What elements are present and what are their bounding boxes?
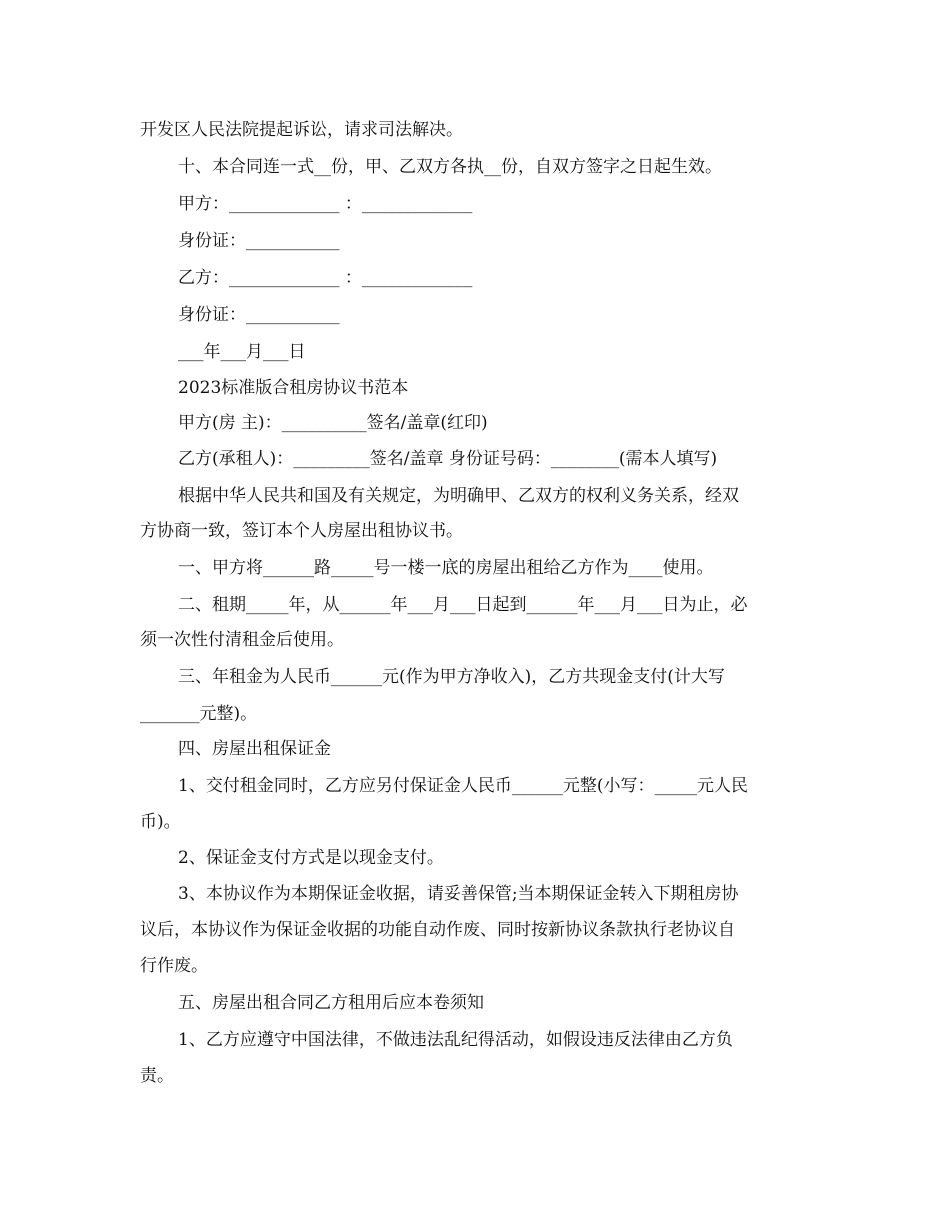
clause-line: 3、本协议作为本期保证金收据，请妥善保管;当本期保证金转入下期租房协 [178,884,739,904]
clause-line: 三、年租金为人民币______元(作为甲方净收入)，乙方共现金支付(计大写 [178,667,725,687]
clause-line: 1、交付租金同时，乙方应另付保证金人民币______元整(小写：_____元人民 [178,776,748,796]
text-line: 责。 [140,1066,174,1086]
text-line: _______元整)。 [140,704,258,724]
text-line: 十、本合同连一式__份，甲、乙双方各执__份，自双方签字之日起生效。 [178,157,722,177]
signature-line: 乙方：_____________ ：_____________ [178,268,473,288]
clause-line: 一、甲方将______路_____号一楼一底的房屋出租给乙方作为____使用。 [178,558,714,578]
text-line: 须一次性付清租金后使用。 [140,630,344,650]
clause-line: 1、乙方应遵守中国法律，不做违法乱纪得活动，如假设违反法律由乙方负 [178,1030,733,1050]
clause-line: 2、保证金支付方式是以现金支付。 [178,848,444,868]
signature-line: 甲方：_____________ ：_____________ [178,194,473,214]
text-line: 开发区人民法院提起诉讼，请求司法解决。 [140,120,463,140]
section-heading: 五、房屋出租合同乙方租用后应本卷须知 [178,993,484,1013]
party-b-line: 乙方(承租人)：_________签名/盖章 身份证号码：________(需本人填写) [178,449,718,469]
document-title: 2023标准版合租房协议书范本 [178,378,409,398]
text-line: 根据中华人民共和国及有关规定，为明确甲、乙双方的权利义务关系，经双 [178,486,739,506]
date-line: ___年___月___日 [178,342,306,362]
id-line: 身份证：___________ [178,305,340,325]
text-line: 行作废。 [140,956,208,976]
party-a-line: 甲方(房 主)：__________签名/盖章(红印) [178,413,488,433]
text-line: 币)。 [140,812,181,832]
text-line: 方协商一致，签订本个人房屋出租协议书。 [140,521,463,541]
id-line: 身份证：___________ [178,231,340,251]
clause-line: 二、租期_____年，从______年___月___日起到______年___月___日为止，必 [178,595,748,615]
section-heading: 四、房屋出租保证金 [178,739,331,759]
text-line: 议后，本协议作为保证金收据的功能自动作废、同时按新协议条款执行老协议自 [140,920,735,940]
